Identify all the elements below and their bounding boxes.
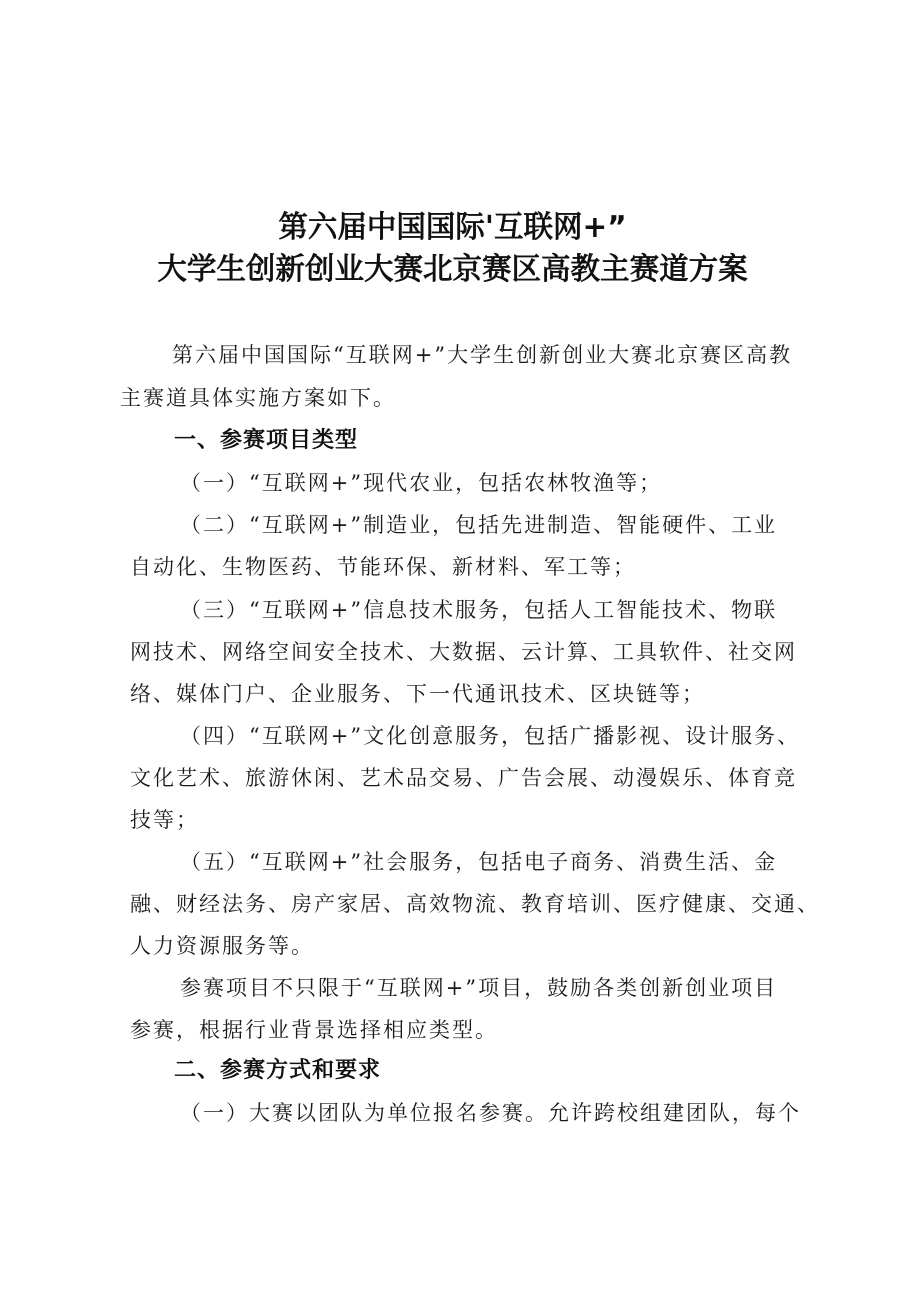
- section-1-note-line-1: 参赛项目不只限于“互联网+”项目，鼓励各类创新创业项目: [180, 976, 778, 1000]
- section-1-item-3-line-1: （三）“互联网+”信息技术服务，包括人工智能技术、物联: [180, 598, 778, 622]
- section-2-item-1-line-1: （一）大赛以团队为单位报名参赛。允许跨校组建团队，每个: [180, 1101, 801, 1125]
- section-1-item-2-line-2: 自动化、生物医药、节能环保、新材料、军工等；: [130, 555, 636, 579]
- section-1-item-5-line-2: 融、财经法务、房产家居、高效物流、教育培训、医疗健康、交通、: [130, 892, 820, 916]
- document-title-line-2: 大学生创新创业大赛北京赛区高教主赛道方案: [157, 252, 748, 287]
- document-title-line-1: 第六届中国国际'互联网+”: [278, 210, 627, 245]
- section-1-item-3-line-2: 网技术、网络空间安全技术、大数据、云计算、工具软件、社交网: [130, 640, 797, 664]
- section-1-item-1-line-1: （一）“互联网+”现代农业，包括农林牧渔等；: [180, 471, 663, 495]
- section-1-item-4-line-1: （四）“互联网+”文化创意服务，包括广播影视、设计服务、: [180, 724, 801, 748]
- intro-line-1: 第六届中国国际“互联网+”大学生创新创业大赛北京赛区高教: [172, 343, 793, 367]
- section-1-item-5-line-1: （五）“互联网+”社会服务，包括电子商务、消费生活、金: [180, 850, 778, 874]
- section-1-note-line-2: 参赛，根据行业背景选择相应类型。: [130, 1018, 498, 1042]
- intro-line-2: 主赛道具体实施方案如下。: [120, 386, 396, 410]
- section-1-item-3-line-3: 络、媒体门户、企业服务、下一代通讯技术、区块链等；: [130, 682, 705, 706]
- section-1-heading: 一、参赛项目类型: [174, 428, 359, 453]
- section-1-item-5-line-3: 人力资源服务等。: [130, 934, 314, 958]
- section-1-item-4-line-3: 技等；: [130, 808, 199, 832]
- section-2-heading: 二、参赛方式和要求: [174, 1058, 382, 1083]
- section-1-item-4-line-2: 文化艺术、旅游休闲、艺术品交易、广告会展、动漫娱乐、体育竞: [130, 766, 797, 790]
- section-1-item-2-line-1: （二）“互联网+”制造业，包括先进制造、智能硬件、工业: [180, 513, 778, 537]
